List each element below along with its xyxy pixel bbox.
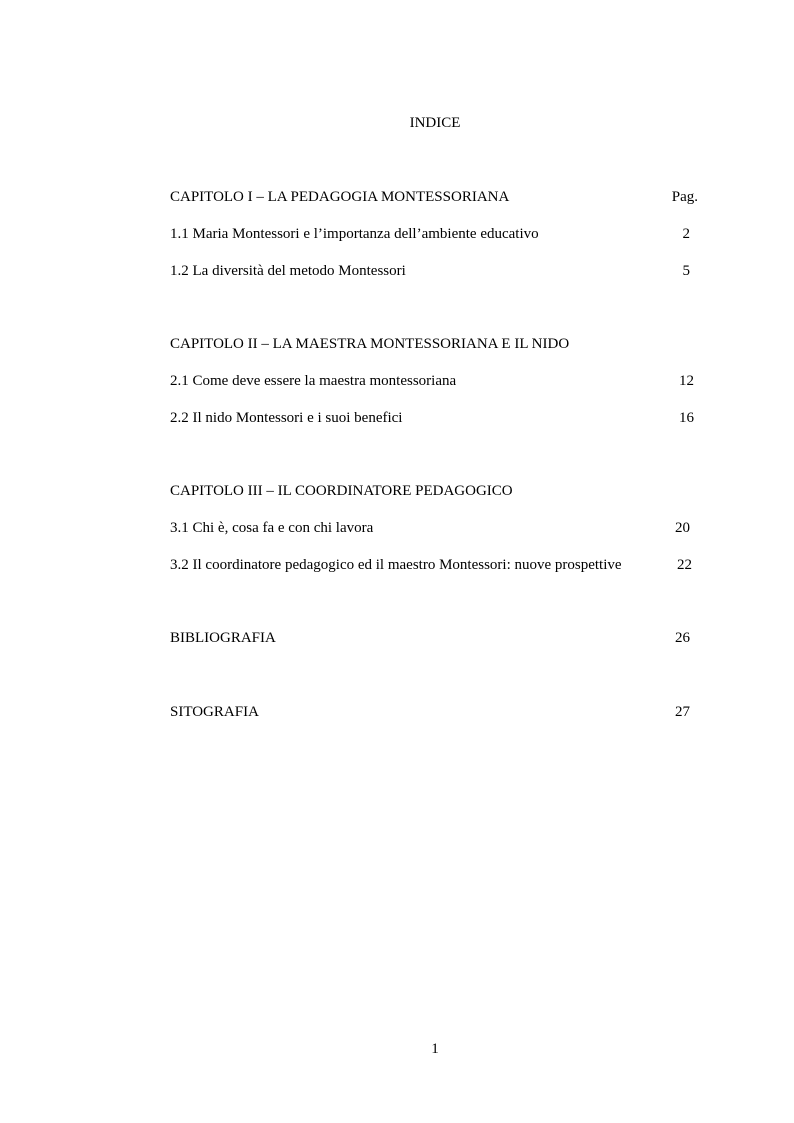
chapter-heading: CAPITOLO I – LA PEDAGOGIA MONTESSORIANA xyxy=(170,189,510,205)
chapter-heading: CAPITOLO II – LA MAESTRA MONTESSORIANA E IL NIDO xyxy=(170,336,570,352)
toc-sitography: SITOGRAFIA xyxy=(170,704,259,720)
toc-bibliography: BIBLIOGRAFIA xyxy=(170,630,276,646)
chapter-heading: CAPITOLO III – IL COORDINATORE PEDAGOGICO xyxy=(170,483,513,499)
toc-entry: 2.2 Il nido Montessori e i suoi benefici xyxy=(170,410,403,426)
toc-entry: 3.2 Il coordinatore pedagogico ed il maestro Montessori: nuove prospettive xyxy=(170,557,622,573)
page-column-header: Pag. xyxy=(671,189,698,205)
toc-entry: 2.1 Come deve essere la maestra montessoriana xyxy=(170,373,457,389)
toc-entry-page: 5 xyxy=(682,263,690,279)
toc-entry: 3.1 Chi è, cosa fa e con chi lavora xyxy=(170,520,374,536)
toc-entry-page: 20 xyxy=(675,520,690,536)
toc-entry: 1.2 La diversità del metodo Montessori xyxy=(170,263,406,279)
page-title: INDICE xyxy=(409,115,461,131)
toc-entry-page: 27 xyxy=(675,704,690,720)
page-number: 1 xyxy=(431,1041,439,1057)
toc-entry-page: 12 xyxy=(679,373,694,389)
toc-entry-page: 26 xyxy=(675,630,690,646)
toc-entry-page: 22 xyxy=(677,557,692,573)
toc-entry-page: 2 xyxy=(682,226,690,242)
toc-entry: 1.1 Maria Montessori e l’importanza dell’ambiente educativo xyxy=(170,226,539,242)
toc-entry-page: 16 xyxy=(679,410,694,426)
